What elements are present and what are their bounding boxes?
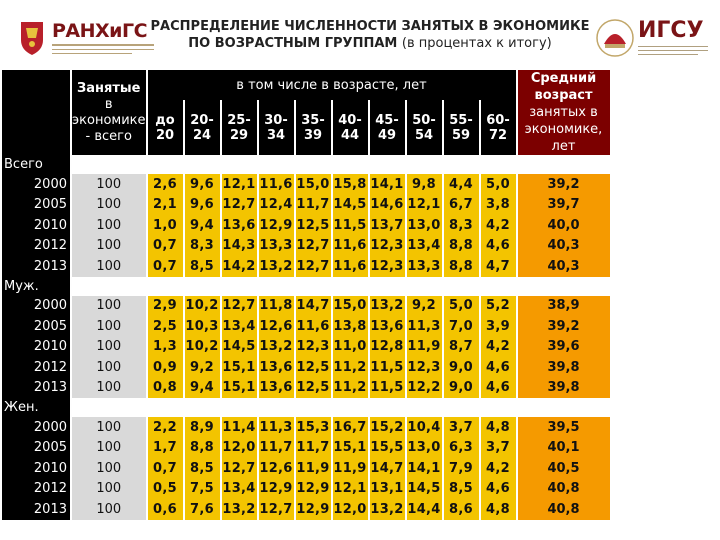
year-cell: 2005 [2,438,70,459]
total-cell: 100 [72,479,146,500]
year-cell: 2000 [2,296,70,317]
average-age-cell: 40,1 [518,438,610,459]
ranepa-logo [18,16,158,60]
average-age-cell: 39,5 [518,417,610,438]
value-cell: 12,8 [370,337,405,358]
age-group-header-cell: 50-54 [407,100,442,155]
igsu-emblem-icon [596,18,634,58]
average-age-cell: 40,5 [518,458,610,479]
value-cell: 11,6 [333,236,368,257]
employed-header: Занятые в экономике - всего [72,70,146,155]
value-cell: 8,8 [444,236,479,257]
value-cell: 7,6 [185,499,220,520]
value-cell: 12,3 [370,256,405,277]
value-cell: 13,2 [259,256,294,277]
value-cell: 12,9 [259,479,294,500]
value-cell: 11,9 [407,337,442,358]
age-group-header-cell: 55-59 [444,100,479,155]
value-cell: 3,7 [444,417,479,438]
value-cell: 11,5 [333,215,368,236]
year-cell: 2010 [2,458,70,479]
table-row [2,479,610,500]
value-cell: 12,3 [296,337,331,358]
value-cell: 6,3 [444,438,479,459]
value-cell: 14,7 [370,458,405,479]
value-cell: 6,7 [444,195,479,216]
value-cell: 13,8 [333,316,368,337]
value-cell: 13,4 [222,479,257,500]
value-cell: 12,1 [222,174,257,195]
value-cell: 14,5 [407,479,442,500]
value-cell: 4,8 [481,417,516,438]
age-group-header-cell: 60-72 [481,100,516,155]
value-cell: 4,6 [481,378,516,399]
value-cell: 4,7 [481,256,516,277]
table-row [2,417,610,438]
value-cell: 7,5 [185,479,220,500]
value-cell: 5,2 [481,296,516,317]
table-row [2,458,610,479]
age-group-header-cell: 25-29 [222,100,257,155]
value-cell: 13,0 [407,438,442,459]
value-cell: 13,4 [222,316,257,337]
table-row [2,174,610,195]
group-label: Всего [2,155,70,174]
value-cell: 8,8 [444,256,479,277]
year-cell: 2012 [2,357,70,378]
value-cell: 3,7 [481,438,516,459]
value-cell: 12,0 [333,499,368,520]
total-cell: 100 [72,195,146,216]
value-cell: 11,6 [259,174,294,195]
total-cell: 100 [72,236,146,257]
value-cell: 2,5 [148,316,183,337]
table-row [2,296,610,317]
value-cell: 15,0 [296,174,331,195]
value-cell: 13,6 [259,378,294,399]
value-cell: 8,5 [444,479,479,500]
value-cell: 13,6 [370,316,405,337]
table-row [2,378,610,399]
value-cell: 11,5 [370,378,405,399]
total-cell: 100 [72,337,146,358]
year-cell: 2013 [2,378,70,399]
total-cell: 100 [72,378,146,399]
total-cell: 100 [72,174,146,195]
value-cell: 15,1 [222,357,257,378]
value-cell: 0,7 [148,256,183,277]
table-row [2,316,610,337]
value-cell: 13,3 [407,256,442,277]
value-cell: 15,3 [296,417,331,438]
group-label: Муж. [2,277,70,296]
value-cell: 14,1 [370,174,405,195]
value-cell: 7,9 [444,458,479,479]
value-cell: 11,9 [333,458,368,479]
value-cell: 1,7 [148,438,183,459]
igsu-logo-text: ИГСУ [638,18,704,43]
table-row [2,499,610,520]
value-cell: 12,0 [222,438,257,459]
value-cell: 15,8 [333,174,368,195]
value-cell: 9,4 [185,378,220,399]
value-cell: 15,0 [333,296,368,317]
value-cell: 14,3 [222,236,257,257]
value-cell: 7,0 [444,316,479,337]
total-cell: 100 [72,256,146,277]
value-cell: 12,3 [407,357,442,378]
value-cell: 14,5 [333,195,368,216]
year-cell: 2010 [2,337,70,358]
table-row [2,337,610,358]
value-cell: 4,6 [481,357,516,378]
employment-table [0,70,720,520]
value-cell: 0,9 [148,357,183,378]
value-cell: 0,6 [148,499,183,520]
value-cell: 0,7 [148,458,183,479]
value-cell: 9,8 [407,174,442,195]
value-cell: 16,7 [333,417,368,438]
value-cell: 12,9 [296,479,331,500]
average-age-cell: 40,3 [518,236,610,257]
value-cell: 9,2 [407,296,442,317]
value-cell: 4,6 [481,479,516,500]
total-cell: 100 [72,316,146,337]
value-cell: 13,1 [370,479,405,500]
average-age-cell: 39,7 [518,195,610,216]
value-cell: 14,7 [296,296,331,317]
value-cell: 4,2 [481,458,516,479]
value-cell: 11,6 [333,256,368,277]
value-cell: 9,4 [185,215,220,236]
value-cell: 12,1 [407,195,442,216]
total-cell: 100 [72,296,146,317]
age-group-header-cell: 30-34 [259,100,294,155]
value-cell: 11,3 [407,316,442,337]
value-cell: 10,4 [407,417,442,438]
average-age-cell: 40,0 [518,215,610,236]
value-cell: 12,7 [222,458,257,479]
page-title: РАСПРЕДЕЛЕНИЕ ЧИСЛЕННОСТИ ЗАНЯТЫХ В ЭКОНОМИКЕ ПО ВОЗРАСТНЫМ ГРУППАМ (в процентах к итогу) [150,19,590,51]
average-age-cell: 40,3 [518,256,610,277]
age-group-header-cell: 45-49 [370,100,405,155]
age-group-header-cell: 20-24 [185,100,220,155]
value-cell: 0,8 [148,378,183,399]
value-cell: 3,8 [481,195,516,216]
year-cell: 2012 [2,236,70,257]
age-group-header: в том числе в возрасте, лет [148,70,516,100]
year-cell: 2000 [2,417,70,438]
value-cell: 1,0 [148,215,183,236]
average-age-cell: 40,8 [518,499,610,520]
value-cell: 12,9 [296,499,331,520]
value-cell: 11,7 [296,195,331,216]
value-cell: 14,2 [222,256,257,277]
value-cell: 12,5 [296,378,331,399]
value-cell: 11,7 [259,438,294,459]
value-cell: 15,1 [333,438,368,459]
value-cell: 10,3 [185,316,220,337]
year-cell: 2010 [2,215,70,236]
value-cell: 13,4 [407,236,442,257]
year-cell: 2012 [2,479,70,500]
value-cell: 9,6 [185,174,220,195]
value-cell: 9,2 [185,357,220,378]
value-cell: 13,6 [259,357,294,378]
table-row [2,357,610,378]
value-cell: 13,0 [407,215,442,236]
value-cell: 12,7 [222,195,257,216]
value-cell: 11,5 [370,357,405,378]
value-cell: 11,2 [333,378,368,399]
average-age-cell: 39,2 [518,316,610,337]
value-cell: 8,3 [185,236,220,257]
year-cell: 2013 [2,256,70,277]
value-cell: 13,2 [370,499,405,520]
value-cell: 2,1 [148,195,183,216]
year-cell: 2013 [2,499,70,520]
value-cell: 8,9 [185,417,220,438]
value-cell: 12,1 [333,479,368,500]
value-cell: 11,8 [259,296,294,317]
value-cell: 8,8 [185,438,220,459]
age-group-header-cell: до 20 [148,100,183,155]
value-cell: 13,6 [222,215,257,236]
value-cell: 2,2 [148,417,183,438]
value-cell: 12,7 [259,499,294,520]
value-cell: 12,7 [296,236,331,257]
value-cell: 14,4 [407,499,442,520]
value-cell: 0,5 [148,479,183,500]
value-cell: 15,2 [370,417,405,438]
value-cell: 13,3 [259,236,294,257]
value-cell: 11,6 [296,316,331,337]
value-cell: 8,7 [444,337,479,358]
total-cell: 100 [72,417,146,438]
value-cell: 9,6 [185,195,220,216]
value-cell: 12,2 [407,378,442,399]
value-cell: 9,0 [444,378,479,399]
value-cell: 13,7 [370,215,405,236]
age-group-header-cell: 35-39 [296,100,331,155]
value-cell: 5,0 [481,174,516,195]
value-cell: 12,5 [296,357,331,378]
value-cell: 12,6 [259,316,294,337]
ranepa-logo-text: РАНХиГС [52,20,148,42]
value-cell: 13,2 [259,337,294,358]
value-cell: 12,7 [222,296,257,317]
value-cell: 12,4 [259,195,294,216]
value-cell: 3,9 [481,316,516,337]
value-cell: 12,7 [296,256,331,277]
average-age-cell: 39,8 [518,357,610,378]
value-cell: 4,8 [481,499,516,520]
value-cell: 14,5 [222,337,257,358]
value-cell: 11,3 [259,417,294,438]
year-cell: 2005 [2,195,70,216]
value-cell: 2,6 [148,174,183,195]
value-cell: 13,2 [370,296,405,317]
table-row [2,256,610,277]
value-cell: 12,3 [370,236,405,257]
table-row [2,215,610,236]
value-cell: 2,9 [148,296,183,317]
value-cell: 12,5 [296,215,331,236]
value-cell: 11,0 [333,337,368,358]
year-cell: 2005 [2,316,70,337]
average-age-cell: 39,8 [518,378,610,399]
table-row [2,236,610,257]
value-cell: 4,4 [444,174,479,195]
value-cell: 14,6 [370,195,405,216]
value-cell: 14,1 [407,458,442,479]
value-cell: 8,5 [185,256,220,277]
value-cell: 13,2 [222,499,257,520]
value-cell: 11,9 [296,458,331,479]
year-cell: 2000 [2,174,70,195]
average-age-cell: 39,2 [518,174,610,195]
value-cell: 4,6 [481,236,516,257]
average-age-cell: 40,8 [518,479,610,500]
total-cell: 100 [72,458,146,479]
value-cell: 11,4 [222,417,257,438]
value-cell: 0,7 [148,236,183,257]
average-age-header: Средний возраст занятых в экономике, лет [518,70,610,155]
value-cell: 10,2 [185,296,220,317]
value-cell: 12,6 [259,458,294,479]
value-cell: 8,3 [444,215,479,236]
value-cell: 4,2 [481,215,516,236]
value-cell: 8,5 [185,458,220,479]
total-cell: 100 [72,438,146,459]
value-cell: 8,6 [444,499,479,520]
table-row [2,195,610,216]
value-cell: 5,0 [444,296,479,317]
group-label: Жен. [2,398,70,417]
average-age-cell: 38,9 [518,296,610,317]
table-row [2,438,610,459]
value-cell: 15,1 [222,378,257,399]
igsu-logo [596,16,712,62]
average-age-cell: 39,6 [518,337,610,358]
value-cell: 15,5 [370,438,405,459]
value-cell: 10,2 [185,337,220,358]
total-cell: 100 [72,357,146,378]
value-cell: 12,9 [259,215,294,236]
total-cell: 100 [72,215,146,236]
age-group-header-cell: 40-44 [333,100,368,155]
value-cell: 1,3 [148,337,183,358]
coat-of-arms-icon [18,18,46,56]
value-cell: 4,2 [481,337,516,358]
value-cell: 11,2 [333,357,368,378]
value-cell: 9,0 [444,357,479,378]
total-cell: 100 [72,499,146,520]
value-cell: 11,7 [296,438,331,459]
